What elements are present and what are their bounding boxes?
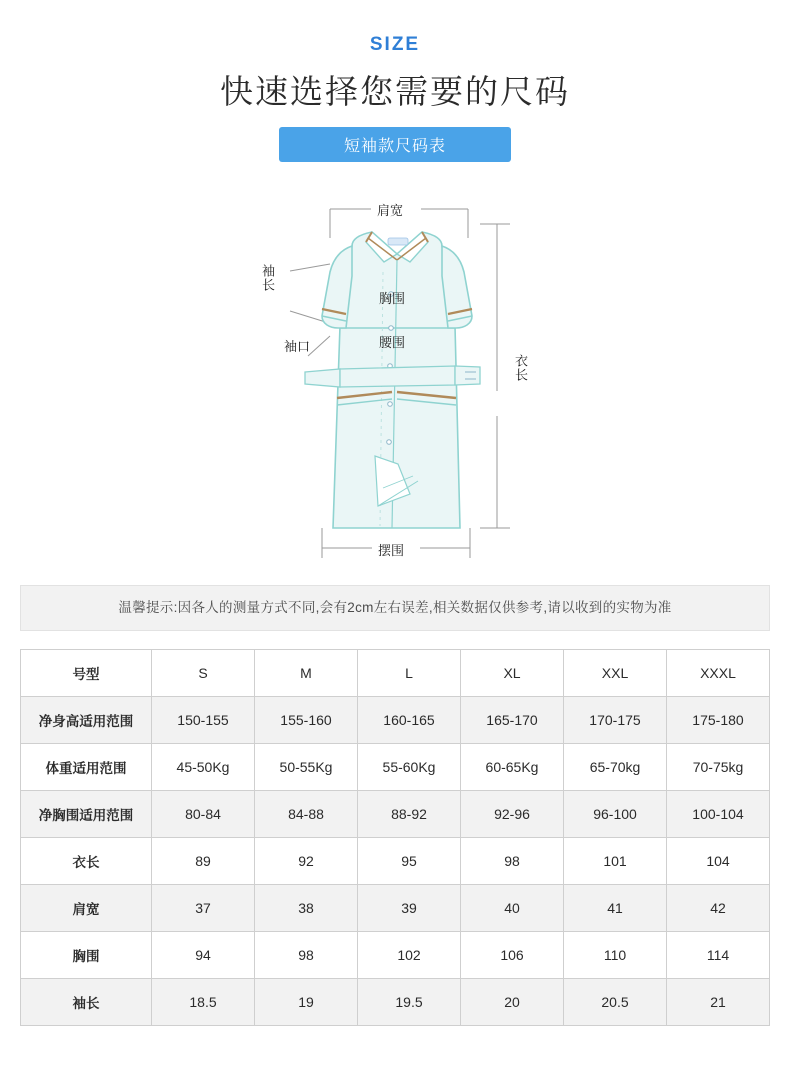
table-col-header: 号型 — [21, 650, 152, 697]
table-cell: 39 — [358, 885, 461, 932]
size-table — [20, 649, 770, 1026]
table-row — [21, 838, 770, 885]
table-row-label: 袖长 — [21, 979, 152, 1026]
page-header — [0, 0, 790, 162]
label-cuff: 袖口 — [284, 339, 311, 354]
table-cell: 45-50Kg — [152, 744, 255, 791]
table-row — [21, 744, 770, 791]
measurement-notice: 温馨提示:因各人的测量方式不同,会有2cm左右误差,相关数据仅供参考,请以收到的实物为准 — [20, 585, 770, 631]
table-col-header: XXL — [564, 650, 667, 697]
table-row-label: 肩宽 — [21, 885, 152, 932]
table-cell: 102 — [358, 932, 461, 979]
table-row-label: 净身高适用范围 — [21, 697, 152, 744]
table-cell: 114 — [667, 932, 770, 979]
garment-illustration — [0, 176, 790, 571]
table-cell: 18.5 — [152, 979, 255, 1026]
table-cell: 165-170 — [461, 697, 564, 744]
table-cell: 84-88 — [255, 791, 358, 838]
table-row — [21, 979, 770, 1026]
table-row-label: 体重适用范围 — [21, 744, 152, 791]
table-cell: 20 — [461, 979, 564, 1026]
table-cell: 95 — [358, 838, 461, 885]
page-title: 快速选择您需要的尺码 — [220, 73, 570, 110]
table-cell: 106 — [461, 932, 564, 979]
table-cell: 19.5 — [358, 979, 461, 1026]
table-row-label: 胸围 — [21, 932, 152, 979]
table-col-header: XL — [461, 650, 564, 697]
label-sleeve-length: 袖长 — [260, 264, 275, 292]
table-cell: 110 — [564, 932, 667, 979]
table-col-header: S — [152, 650, 255, 697]
page-eyebrow: SIZE — [369, 34, 421, 55]
label-shoulder: 肩宽 — [377, 203, 404, 218]
table-cell: 65-70kg — [564, 744, 667, 791]
label-garment-length: 衣长 — [513, 354, 528, 382]
table-cell: 98 — [461, 838, 564, 885]
table-cell: 101 — [564, 838, 667, 885]
table-cell: 60-65Kg — [461, 744, 564, 791]
size-table-wrap — [20, 649, 770, 1026]
table-cell: 50-55Kg — [255, 744, 358, 791]
table-cell: 41 — [564, 885, 667, 932]
label-bust: 胸围 — [379, 291, 406, 306]
table-cell: 55-60Kg — [358, 744, 461, 791]
table-header-row — [21, 650, 770, 697]
table-cell: 80-84 — [152, 791, 255, 838]
table-cell: 170-175 — [564, 697, 667, 744]
table-row-label: 衣长 — [21, 838, 152, 885]
table-cell: 175-180 — [667, 697, 770, 744]
table-cell: 155-160 — [255, 697, 358, 744]
table-col-header: M — [255, 650, 358, 697]
table-cell: 37 — [152, 885, 255, 932]
table-cell: 70-75kg — [667, 744, 770, 791]
label-hem: 摆围 — [378, 543, 405, 558]
table-cell: 92-96 — [461, 791, 564, 838]
table-cell: 104 — [667, 838, 770, 885]
table-cell: 100-104 — [667, 791, 770, 838]
table-row — [21, 791, 770, 838]
table-cell: 19 — [255, 979, 358, 1026]
table-row — [21, 697, 770, 744]
table-cell: 94 — [152, 932, 255, 979]
garment-diagram — [0, 176, 790, 571]
section-pill-wrap — [0, 127, 790, 162]
table-cell: 40 — [461, 885, 564, 932]
table-col-header: XXXL — [667, 650, 770, 697]
table-cell: 98 — [255, 932, 358, 979]
section-pill: 短袖款尺码表 — [279, 127, 511, 162]
table-cell: 160-165 — [358, 697, 461, 744]
table-cell: 42 — [667, 885, 770, 932]
table-row — [21, 885, 770, 932]
label-waist: 腰围 — [379, 335, 406, 350]
table-row-label: 净胸围适用范围 — [21, 791, 152, 838]
table-cell: 21 — [667, 979, 770, 1026]
table-col-header: L — [358, 650, 461, 697]
table-row — [21, 932, 770, 979]
table-cell: 92 — [255, 838, 358, 885]
table-cell: 38 — [255, 885, 358, 932]
table-cell: 150-155 — [152, 697, 255, 744]
table-cell: 88-92 — [358, 791, 461, 838]
table-cell: 20.5 — [564, 979, 667, 1026]
table-cell: 89 — [152, 838, 255, 885]
table-cell: 96-100 — [564, 791, 667, 838]
